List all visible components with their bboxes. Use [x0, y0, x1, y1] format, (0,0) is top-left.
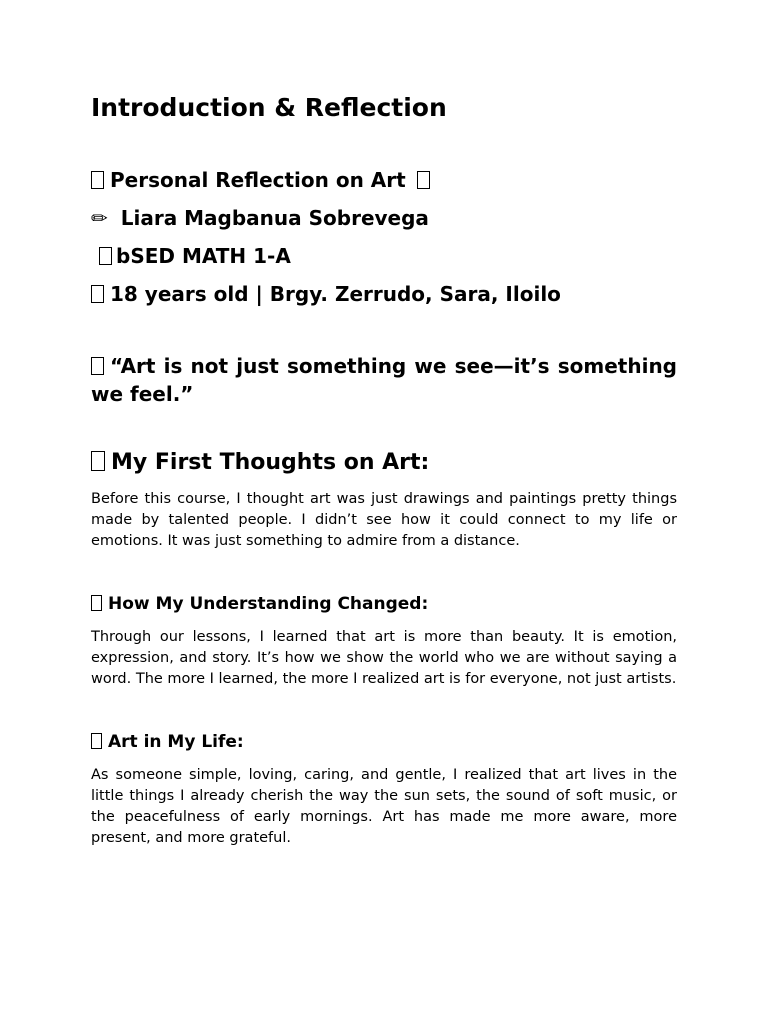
palette-icon	[91, 451, 105, 471]
sparkle-icon	[91, 171, 104, 189]
heart-icon	[91, 733, 102, 749]
author-line	[91, 205, 677, 231]
section-heading-art-in-my-life: Art in My Life:	[91, 730, 677, 754]
reflection-heading-line	[91, 167, 677, 193]
section-heading-understanding-changed: How My Understanding Changed:	[91, 592, 677, 616]
lightbulb-icon	[91, 595, 102, 611]
course-text: bSED MATH 1-A	[116, 244, 291, 268]
section-art-in-my-life	[91, 730, 677, 849]
quote-text: “Art is not just something we see—it’s something we feel.”	[91, 354, 677, 406]
age-location-text: 18 years old | Brgy. Zerrudo, Sara, Iloilo	[110, 282, 561, 306]
pencil-icon: ✏	[91, 206, 108, 230]
section-body-first-thoughts: Before this course, I thought art was just drawings and paintings pretty things made by talented people. I didn’t see how it could connect to my life or emotions. It was just something to admire from a distance.	[91, 491, 677, 549]
graduation-cap-icon	[99, 247, 112, 265]
section-heading-first-thoughts: My First Thoughts on Art:	[91, 448, 677, 478]
section-understanding-changed	[91, 592, 677, 690]
section-body-art-in-my-life: As someone simple, loving, caring, and gentle, I realized that art lives in the little things I already cherish the way the sun sets, the sound of soft music, or the peacefulness of early mornings. Art has made me more aware, more present, and more grateful.	[91, 767, 677, 846]
location-pin-icon	[91, 285, 104, 303]
course-line	[91, 243, 677, 269]
sparkle-icon	[417, 171, 430, 189]
section-body-understanding-changed: Through our lessons, I learned that art is more than beauty. It is emotion, expression, and story. It’s how we show the world who we are without saying a word. The more I learned, the more I realized art is for everyone, not just artists.	[91, 629, 677, 687]
quote-block	[91, 352, 677, 408]
age-location-line	[91, 281, 677, 307]
author-name: Liara Magbanua Sobrevega	[120, 206, 429, 230]
quote-icon	[91, 357, 104, 375]
document-title: Introduction & Reflection	[91, 93, 447, 122]
reflection-heading-text: Personal Reflection on Art	[110, 168, 406, 192]
